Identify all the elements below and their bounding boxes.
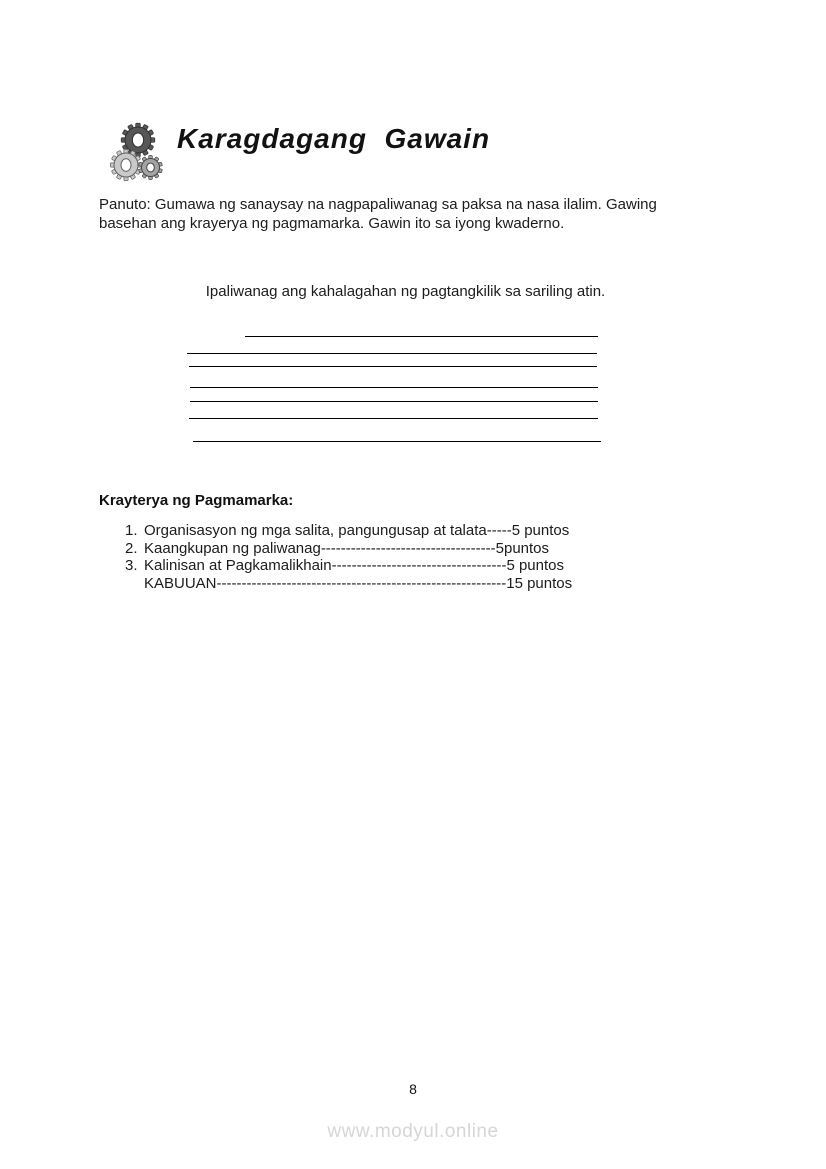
criteria-item-text: Organisasyon ng mga salita, pangungusap at talata-----5 puntos — [144, 522, 570, 539]
instructions-text: Panuto: Gumawa ng sanaysay na nagpapaliwanag sa paksa na nasa ilalim. Gawing basehan ang krayerya ng pagmamarka. Gawin ito sa iyong kwaderno. — [99, 196, 657, 232]
criteria-item — [125, 540, 572, 558]
criteria-item-text: Kaangkupan ng paliwanag-----------------------------------5puntos — [144, 539, 550, 557]
watermark-text: www.modyul.online — [327, 1121, 499, 1142]
writing-line — [193, 441, 601, 442]
writing-line — [245, 336, 598, 337]
criteria-item-number: 1. — [125, 522, 138, 539]
writing-line — [187, 353, 597, 354]
writing-line — [190, 387, 598, 388]
essay-prompt: Ipaliwanag ang kahalagahan ng pagtangkilik sa sariling atin. — [205, 283, 606, 300]
gears-icon — [105, 115, 165, 185]
criteria-item-text: Kalinisan at Pagkamalikhain-----------------------------------5 puntos — [144, 557, 564, 575]
criteria-item-text: KABUUAN----------------------------------------------------------15 puntos — [144, 575, 573, 593]
criteria-item-number — [125, 575, 144, 593]
page-title: Karagdagang Gawain — [177, 123, 491, 154]
page-number: 8 — [409, 1081, 417, 1097]
criteria-item-number: 2. — [125, 539, 138, 557]
criteria-item — [125, 522, 572, 540]
criteria-item — [125, 557, 572, 575]
criteria-list — [125, 522, 572, 593]
criteria-item-number: 3. — [125, 557, 138, 575]
criteria-item — [125, 575, 572, 593]
gear-small — [139, 156, 163, 180]
writing-line — [189, 418, 598, 419]
writing-line — [189, 366, 597, 367]
criteria-heading: Krayterya ng Pagmamarka: — [99, 492, 294, 509]
writing-line — [190, 401, 598, 402]
